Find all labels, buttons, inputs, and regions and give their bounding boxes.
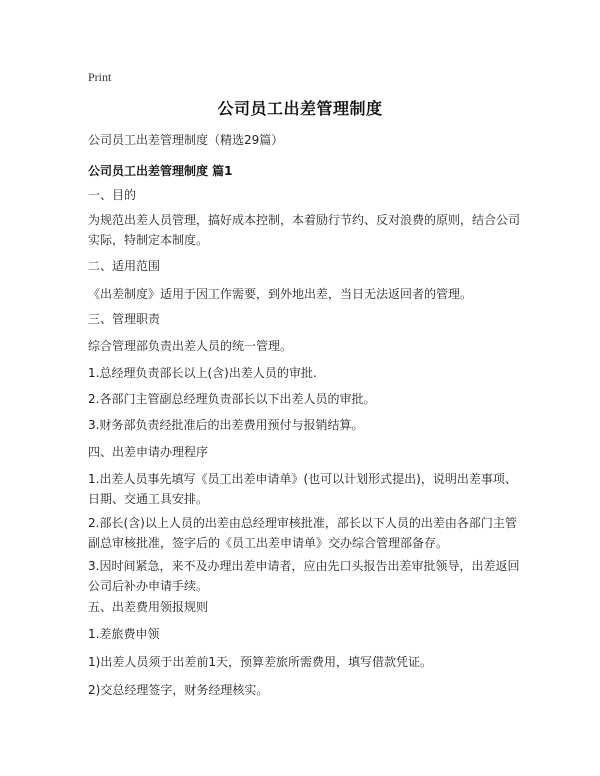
paragraph-responsibility-general [88, 336, 524, 356]
paragraph-responsibility-1 [88, 363, 524, 383]
paragraph-expense-2 [88, 680, 524, 700]
paragraph-line: 为规范出差人员管理，搞好成本控制，本着励行节约、反对浪费的原则，结合公司 [88, 213, 521, 227]
paragraph-line: 实际，特制定本制度。 [88, 233, 209, 247]
paragraph-line: 综合管理部负责出差人员的统一管理。 [88, 339, 293, 353]
paragraph-line: 《出差制度》适用于因工作需要，到外地出差，当日无法返回者的管理。 [88, 287, 473, 301]
paragraph-purpose [88, 210, 524, 250]
section-heading-expense-rules: 五、出差费用领报规则 [88, 600, 209, 614]
paragraph-line: 3.因时间紧急，来不及办理出差申请者，应由先口头报告出差审批领导，出差返回 [88, 559, 520, 573]
paragraph-scope [88, 284, 524, 304]
paragraph-line: 1)出差人员须于出差前1天，预算差旅所需费用，填写借款凭证。 [88, 655, 432, 669]
paragraph-application-3 [88, 556, 524, 596]
paragraph-line: 2.各部门主管副总经理负责部长以下出差人员的审批。 [88, 392, 376, 406]
paragraph-application-1 [88, 469, 524, 509]
document-subtitle: 公司员工出差管理制度（精选29篇） [88, 133, 284, 147]
paragraph-line: 2)交总经理签字，财务经理核实。 [88, 683, 269, 697]
page-title: 公司员工出差管理制度 [217, 99, 383, 118]
paragraph-line: 1.差旅费申领 [88, 627, 160, 641]
paragraph-line: 1.出差人员事先填写《员工出差申请单》(也可以计划形式提出)，说明出差事项、 [88, 472, 517, 486]
paragraph-line: 公司后补办申请手续。 [88, 579, 209, 593]
paragraph-line: 日期、交通工具安排。 [88, 492, 209, 506]
section-heading-purpose: 一、目的 [88, 188, 137, 202]
paragraph-responsibility-3 [88, 415, 524, 435]
paragraph-line: 2.部长(含)以上人员的出差由总经理审核批准，部长以下人员的出差由各部门主管 [88, 516, 517, 530]
section-heading-scope: 二、适用范围 [88, 259, 161, 273]
paragraph-responsibility-2 [88, 389, 524, 409]
paragraph-line: 副总审核批准，签字后的《员工出差申请单》交办综合管理部备存。 [88, 536, 449, 550]
paragraph-line: 3.财务部负责经批准后的出差费用预付与报销结算。 [88, 418, 364, 432]
article-heading: 公司员工出差管理制度 篇1 [88, 164, 233, 178]
paragraph-application-2 [88, 513, 524, 553]
paragraph-expense-claim [88, 624, 524, 644]
print-link[interactable]: Print [88, 70, 112, 84]
paragraph-expense-1 [88, 652, 524, 672]
paragraph-line: 1.总经理负责部长以上(含)出差人员的审批. [88, 366, 317, 380]
section-heading-application: 四、出差申请办理程序 [88, 445, 209, 459]
section-heading-responsibilities: 三、管理职责 [88, 312, 161, 326]
